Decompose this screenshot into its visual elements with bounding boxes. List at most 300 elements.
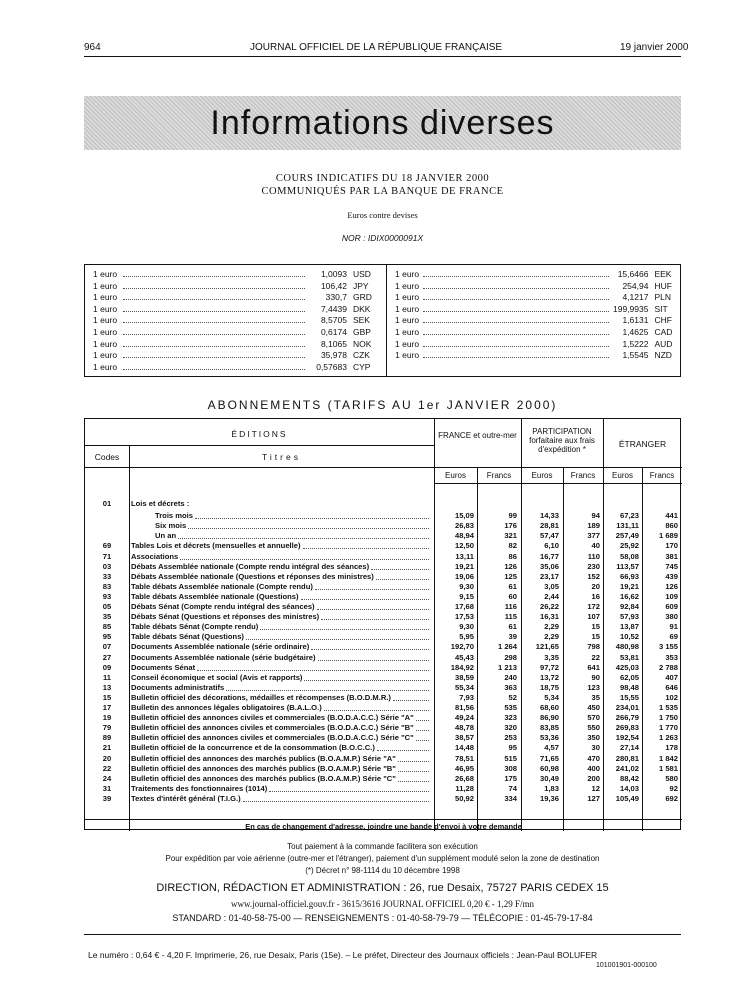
row-price: 38,59	[454, 672, 474, 682]
row-price: 11,28	[455, 783, 474, 793]
price-imprint: Le numéro : 0,64 € - 4,20 F. Imprimerie, 26, rue Desaix, Paris (15e). – Le préfet, Directeur des Journaux officiels : Jean-Paul BOLUFER	[88, 950, 598, 960]
row-title	[131, 723, 431, 733]
table-row	[85, 754, 682, 764]
leader-dots	[416, 723, 429, 731]
row-price: 81,56	[454, 703, 474, 712]
row-price: 2 788	[658, 662, 678, 672]
row-code: 13	[102, 682, 112, 692]
row-price: 58,08	[619, 551, 639, 561]
row-price: 350	[587, 733, 600, 743]
leader-dots	[123, 292, 305, 300]
leader-dots	[123, 304, 305, 312]
row-price: 66,93	[619, 571, 639, 581]
table-row	[85, 521, 682, 531]
leader-dots	[123, 339, 305, 347]
row-price: 192,54	[615, 733, 639, 743]
row-title	[131, 541, 431, 551]
leader-dots	[123, 269, 305, 277]
leader-dots	[123, 350, 305, 358]
row-code: 35	[102, 612, 112, 622]
row-price: 172	[587, 602, 600, 611]
rate-value: 1,0093	[320, 269, 347, 279]
row-price: 308	[504, 763, 517, 773]
row-title-text: Débats Sénat (Questions et réponses des ministres)	[131, 612, 320, 622]
row-price: 441	[665, 511, 678, 521]
leader-dots	[324, 703, 429, 711]
row-price: 50,92	[454, 793, 474, 803]
row-price: 9,30	[459, 622, 474, 632]
leader-dots	[423, 269, 609, 277]
row-price: 1 213	[497, 662, 517, 672]
unit-euros-3: Euros	[612, 471, 633, 480]
row-price: 184,92	[450, 662, 474, 672]
row-price: 74	[508, 783, 517, 793]
row-price: 12,50	[454, 541, 474, 551]
row-title-text: Associations	[131, 551, 179, 561]
row-price: 30	[591, 743, 600, 753]
row-title-text: Conseil économique et social (Avis et rapports)	[131, 672, 303, 682]
rate-row	[395, 292, 675, 304]
rate-unit: 1 euro	[395, 269, 420, 279]
row-price: 5,34	[544, 692, 559, 702]
page-number: 964	[84, 42, 101, 53]
row-code: 24	[102, 773, 112, 783]
nor-reference: NOR : IDIX0000091X	[341, 233, 424, 243]
row-title	[131, 653, 431, 663]
row-price: 30,49	[539, 773, 559, 783]
row-price: 450	[587, 703, 600, 712]
row-title-text: Bulletin officiel des annonces civiles et commerciales (B.O.D.A.C.C.) Série "C"	[131, 733, 414, 743]
row-title-text: Bulletin officiel de la concurrence et de la consommation (B.O.C.C.)	[131, 743, 375, 753]
table-row	[85, 541, 682, 551]
currency-code: CAD	[654, 326, 673, 337]
row-price: 115	[504, 612, 517, 622]
row-price: 13,11	[455, 551, 474, 561]
journal-title: JOURNAL OFFICIEL DE LA RÉPUBLIQUE FRANÇAISE	[250, 42, 503, 53]
row-price: 377	[587, 531, 600, 541]
participation-header: PARTICIPATION forfaitaire aux frais d'expédition *	[529, 427, 595, 454]
row-price: 46,95	[454, 763, 474, 773]
row-price: 266,79	[615, 713, 639, 723]
row-price: 570	[587, 713, 600, 723]
rate-row	[93, 315, 375, 327]
row-price: 53,81	[619, 652, 639, 662]
row-code: 15	[102, 692, 112, 702]
row-price: 90	[591, 672, 600, 682]
row-title	[131, 683, 431, 693]
rate-row	[395, 327, 675, 339]
row-price: 692	[665, 793, 678, 803]
rate-value: 1,6131	[622, 315, 649, 326]
address-change-note: En cas de changement d'adresse, joindre une bande d'envoi à votre demande	[245, 822, 522, 831]
phone-numbers: STANDARD : 01-40-58-75-00 — RENSEIGNEMENTS : 01-40-58-79-79 — TÉLÉCOPIE : 01-45-79-17-84	[172, 913, 593, 923]
titres-header: Titres	[262, 452, 301, 462]
subscription-table	[84, 418, 681, 830]
row-title-text: Bulletin des annonces légales obligatoires (B.A.L.O.)	[131, 703, 322, 712]
rate-row	[395, 350, 675, 362]
table-row	[85, 622, 682, 632]
row-price: 9,15	[459, 591, 474, 601]
row-price: 62,05	[619, 672, 639, 682]
row-title-text: Tables Lois et décrets (mensuelles et annuelle)	[131, 541, 301, 551]
row-price: 2,44	[544, 591, 559, 601]
row-title	[131, 764, 431, 774]
row-price: 69	[669, 632, 678, 642]
table-row	[85, 794, 682, 804]
row-price: 269,83	[615, 723, 639, 733]
row-price: 1 770	[658, 723, 678, 733]
row-price: 257,49	[615, 531, 639, 541]
row-title-text: Débats Assemblée nationale (Compte rendu intégral des séances)	[131, 561, 370, 571]
table-row	[85, 764, 682, 774]
row-price: 1 842	[658, 753, 678, 763]
row-price: 15	[591, 622, 600, 632]
row-price: 83,85	[539, 723, 559, 733]
leader-dots	[260, 622, 429, 630]
row-price: 126	[504, 561, 517, 571]
row-title-text: Débats Assemblée nationale (Questions et réponses des ministres)	[131, 571, 374, 581]
row-title-text: Six mois	[155, 521, 187, 531]
row-code: 33	[102, 571, 112, 581]
row-price: 860	[665, 521, 678, 531]
table-row	[85, 602, 682, 612]
leader-dots	[398, 754, 429, 762]
unit-francs-3: Francs	[649, 471, 675, 480]
row-title-text: Table débats Assemblée nationale (Questions)	[131, 591, 299, 601]
row-price: 535	[504, 703, 517, 712]
rates-left-column	[93, 269, 375, 373]
leader-dots	[195, 511, 429, 519]
row-price: 15,55	[619, 692, 639, 702]
row-price: 7,93	[459, 692, 474, 702]
row-price: 123	[587, 682, 600, 692]
row-code: 85	[102, 622, 112, 632]
row-price: 320	[504, 723, 517, 733]
row-price: 26,68	[454, 773, 474, 783]
row-title-text: Bulletin officiel des annonces des marchés publics (B.O.A.M.P.) Série "C"	[131, 773, 396, 783]
row-price: 91	[669, 622, 678, 632]
row-title	[131, 572, 431, 582]
row-title	[131, 794, 431, 804]
row-code: 39	[102, 793, 112, 803]
row-title	[131, 562, 431, 572]
table-row	[85, 572, 682, 582]
row-title	[131, 663, 431, 673]
row-price: 230	[587, 561, 600, 571]
leader-dots	[377, 743, 429, 751]
table-row	[85, 683, 682, 693]
row-price: 48,78	[454, 723, 474, 733]
currency-code: CYP	[352, 361, 371, 372]
row-price: 407	[665, 672, 678, 682]
row-title	[155, 521, 431, 531]
row-title	[131, 784, 431, 794]
leader-dots	[188, 521, 429, 529]
row-title-text: Table débats Assemblée nationale (Compte rendu)	[131, 581, 313, 591]
row-price: 19,21	[619, 581, 639, 591]
editions-header: ÉDITIONS	[231, 429, 288, 439]
row-price: 19,36	[539, 793, 559, 803]
row-code: 31	[102, 783, 112, 793]
section-banner	[84, 96, 681, 150]
currency-code: CZK	[352, 350, 370, 361]
row-price: 10,52	[619, 632, 639, 642]
row-price: 92	[669, 783, 678, 793]
row-price: 12	[591, 783, 600, 793]
rate-unit: 1 euro	[395, 292, 420, 303]
table-row	[85, 653, 682, 663]
rate-row	[93, 304, 375, 316]
cours-subtitle: Euros contre devises	[347, 210, 418, 220]
row-price: 152	[587, 571, 600, 581]
leader-dots	[303, 541, 429, 549]
rate-value: 7,4439	[320, 303, 347, 314]
row-code: 27	[102, 652, 112, 662]
etranger-header: ÉTRANGER	[618, 439, 667, 449]
currency-code: AUD	[654, 338, 673, 349]
row-price: 381	[665, 551, 678, 561]
row-price: 57,93	[619, 612, 639, 622]
rate-value: 35,978	[320, 350, 347, 361]
rate-unit: 1 euro	[93, 350, 118, 361]
rate-unit: 1 euro	[93, 269, 118, 279]
row-price: 580	[665, 773, 678, 783]
row-price: 1 581	[658, 763, 678, 773]
row-title	[131, 774, 431, 784]
row-title	[131, 743, 431, 753]
row-price: 39	[508, 632, 517, 642]
row-price: 298	[504, 652, 517, 662]
leader-dots	[423, 281, 609, 289]
row-price: 20	[591, 581, 600, 591]
row-price: 15	[591, 632, 600, 642]
row-price: 99	[508, 511, 517, 521]
row-price: 71,65	[539, 753, 559, 763]
row-price: 40	[591, 541, 600, 551]
row-code: 20	[102, 753, 112, 763]
row-code: 71	[102, 551, 112, 561]
row-price: 192,70	[450, 642, 474, 652]
leader-dots	[318, 653, 429, 661]
row-price: 13,72	[539, 672, 559, 682]
row-price: 178	[665, 743, 678, 753]
row-price: 25,92	[619, 541, 639, 551]
row-title	[131, 622, 431, 632]
row-title	[131, 612, 431, 622]
row-price: 82	[508, 541, 517, 551]
leader-dots	[398, 774, 429, 782]
row-title-text: Table débats Sénat (Questions)	[131, 632, 244, 642]
row-price: 98,48	[619, 682, 639, 692]
row-title	[131, 673, 431, 683]
row-code: 95	[102, 632, 112, 642]
row-price: 798	[587, 642, 600, 652]
row-price: 253	[504, 733, 517, 743]
row-title	[131, 754, 431, 764]
table-row	[85, 552, 682, 562]
row-title-text: Documents Assemblée nationale (série ordinaire)	[131, 642, 310, 652]
row-price: 17,53	[454, 612, 474, 622]
leader-dots	[123, 315, 305, 323]
row-price: 22	[591, 652, 600, 662]
rate-row	[93, 269, 375, 281]
table-row	[85, 733, 682, 743]
row-code: 22	[102, 763, 112, 773]
row-price: 19,21	[454, 561, 474, 571]
leader-dots	[393, 693, 429, 701]
row-price: 480,98	[615, 642, 639, 652]
row-price: 16	[591, 591, 600, 601]
issue-date: 19 janvier 2000	[620, 42, 689, 53]
row-price: 1 535	[658, 703, 678, 712]
row-price: 1 264	[497, 642, 517, 652]
row-price: 16,31	[539, 612, 559, 622]
table-row	[85, 774, 682, 784]
table-row	[85, 511, 682, 521]
currency-code: HUF	[654, 280, 672, 291]
row-title-text: Bulletin officiel des annonces des marchés publics (B.O.A.M.P.) Série "A"	[131, 753, 396, 763]
row-title	[131, 693, 431, 703]
rate-unit: 1 euro	[395, 338, 420, 349]
rate-value: 330,7	[325, 292, 347, 303]
currency-code: SIT	[654, 303, 668, 314]
table-row	[85, 723, 682, 733]
row-price: 1,83	[544, 783, 559, 793]
rates-divider	[386, 265, 387, 376]
rate-value: 199,9935	[612, 303, 649, 314]
currency-code: CHF	[654, 315, 672, 326]
row-price: 1 750	[658, 713, 678, 723]
row-price: 92,84	[619, 602, 639, 611]
rate-value: 0,57683	[316, 361, 347, 372]
row-price: 102	[665, 692, 678, 702]
row-price: 97,72	[539, 662, 559, 672]
row-price: 17,68	[454, 602, 474, 611]
direction-address: DIRECTION, RÉDACTION ET ADMINISTRATION : 26, rue Desaix, 75727 PARIS CEDEX 15	[156, 882, 609, 894]
row-title	[155, 511, 431, 521]
rate-unit: 1 euro	[93, 303, 118, 314]
rate-unit: 1 euro	[395, 326, 420, 337]
rate-value: 8,1065	[320, 338, 347, 349]
row-code: 03	[102, 561, 112, 571]
row-price: 105,49	[615, 793, 639, 803]
row-title-text: Documents Assemblée nationale (série budgétaire)	[131, 652, 316, 662]
row-price: 23,17	[539, 571, 559, 581]
row-price: 2,29	[544, 622, 559, 632]
leader-dots	[376, 572, 429, 580]
leader-dots	[416, 713, 429, 721]
currency-code: SEK	[352, 315, 370, 326]
leader-dots	[423, 292, 609, 300]
row-price: 45,43	[454, 652, 474, 662]
table-row	[85, 713, 682, 723]
row-price: 38,57	[454, 733, 474, 743]
row-price: 641	[587, 662, 600, 672]
row-price: 60	[508, 591, 517, 601]
row-code: 19	[102, 713, 112, 723]
row-price: 550	[587, 723, 600, 733]
unit-euros-1: Euros	[445, 471, 466, 480]
table-row	[85, 531, 682, 541]
footer-rule	[84, 934, 681, 935]
rate-row	[93, 281, 375, 293]
row-price: 363	[504, 682, 517, 692]
row-price: 170	[665, 541, 678, 551]
rate-unit: 1 euro	[395, 303, 420, 314]
row-price: 4,57	[544, 743, 559, 753]
row-title-text: Table débats Sénat (Compte rendu)	[131, 622, 259, 632]
row-line-units	[434, 483, 682, 484]
row-title-text: Bulletin officiel des décorations, médailles et récompenses (B.O.D.M.R.)	[131, 692, 391, 702]
row-price: 78,51	[454, 753, 474, 763]
table-row	[85, 632, 682, 642]
row-price: 94	[591, 511, 600, 521]
row-price: 121,65	[535, 642, 559, 652]
row-price: 49,24	[454, 713, 474, 723]
row-price: 280,81	[615, 753, 639, 763]
unit-francs-2: Francs	[570, 471, 596, 480]
leader-dots	[123, 281, 305, 289]
rate-unit: 1 euro	[93, 315, 118, 326]
table-row	[85, 663, 682, 673]
cours-line1: COURS INDICATIFS DU 18 JANVIER 2000	[275, 173, 490, 184]
row-code: 17	[102, 703, 112, 712]
row-price: 14,48	[454, 743, 474, 753]
leader-dots	[180, 552, 429, 560]
row-price: 127	[587, 793, 600, 803]
rates-right-column	[395, 269, 675, 362]
row-price: 14,03	[619, 783, 639, 793]
rate-row	[395, 269, 675, 281]
row-price: 88,42	[619, 773, 639, 783]
row-title	[131, 703, 431, 713]
leader-dots	[423, 304, 609, 312]
rate-row	[93, 327, 375, 339]
currency-code: PLN	[654, 292, 671, 303]
row-price: 86	[508, 551, 517, 561]
leader-dots	[226, 683, 429, 691]
row-code: 79	[102, 723, 112, 733]
row-price: 95	[508, 743, 517, 753]
row-price: 380	[665, 612, 678, 622]
row-price: 60,98	[539, 763, 559, 773]
row-title	[131, 592, 431, 602]
rate-unit: 1 euro	[93, 338, 118, 349]
leader-dots	[301, 592, 429, 600]
row-code: 09	[102, 662, 112, 672]
row-price: 189	[587, 521, 600, 531]
currency-code: GBP	[352, 326, 371, 337]
leader-dots	[321, 612, 429, 620]
rate-unit: 1 euro	[395, 350, 420, 361]
leader-dots	[304, 673, 429, 681]
rate-unit: 1 euro	[395, 315, 420, 326]
leader-dots	[315, 582, 429, 590]
row-price: 9,30	[459, 581, 474, 591]
row-line-header	[85, 467, 682, 468]
row-line-editions	[85, 445, 434, 446]
row-price: 240	[504, 672, 517, 682]
codes-header: Codes	[94, 452, 120, 462]
rate-value: 15,6466	[617, 269, 649, 279]
row-price: 241,02	[615, 763, 639, 773]
row-price: 61	[508, 581, 517, 591]
row-price: 15,09	[454, 511, 474, 521]
row-price: 200	[587, 773, 600, 783]
row-code: 21	[102, 743, 112, 753]
row-code: 89	[102, 733, 112, 743]
row-price: 86,90	[539, 713, 559, 723]
